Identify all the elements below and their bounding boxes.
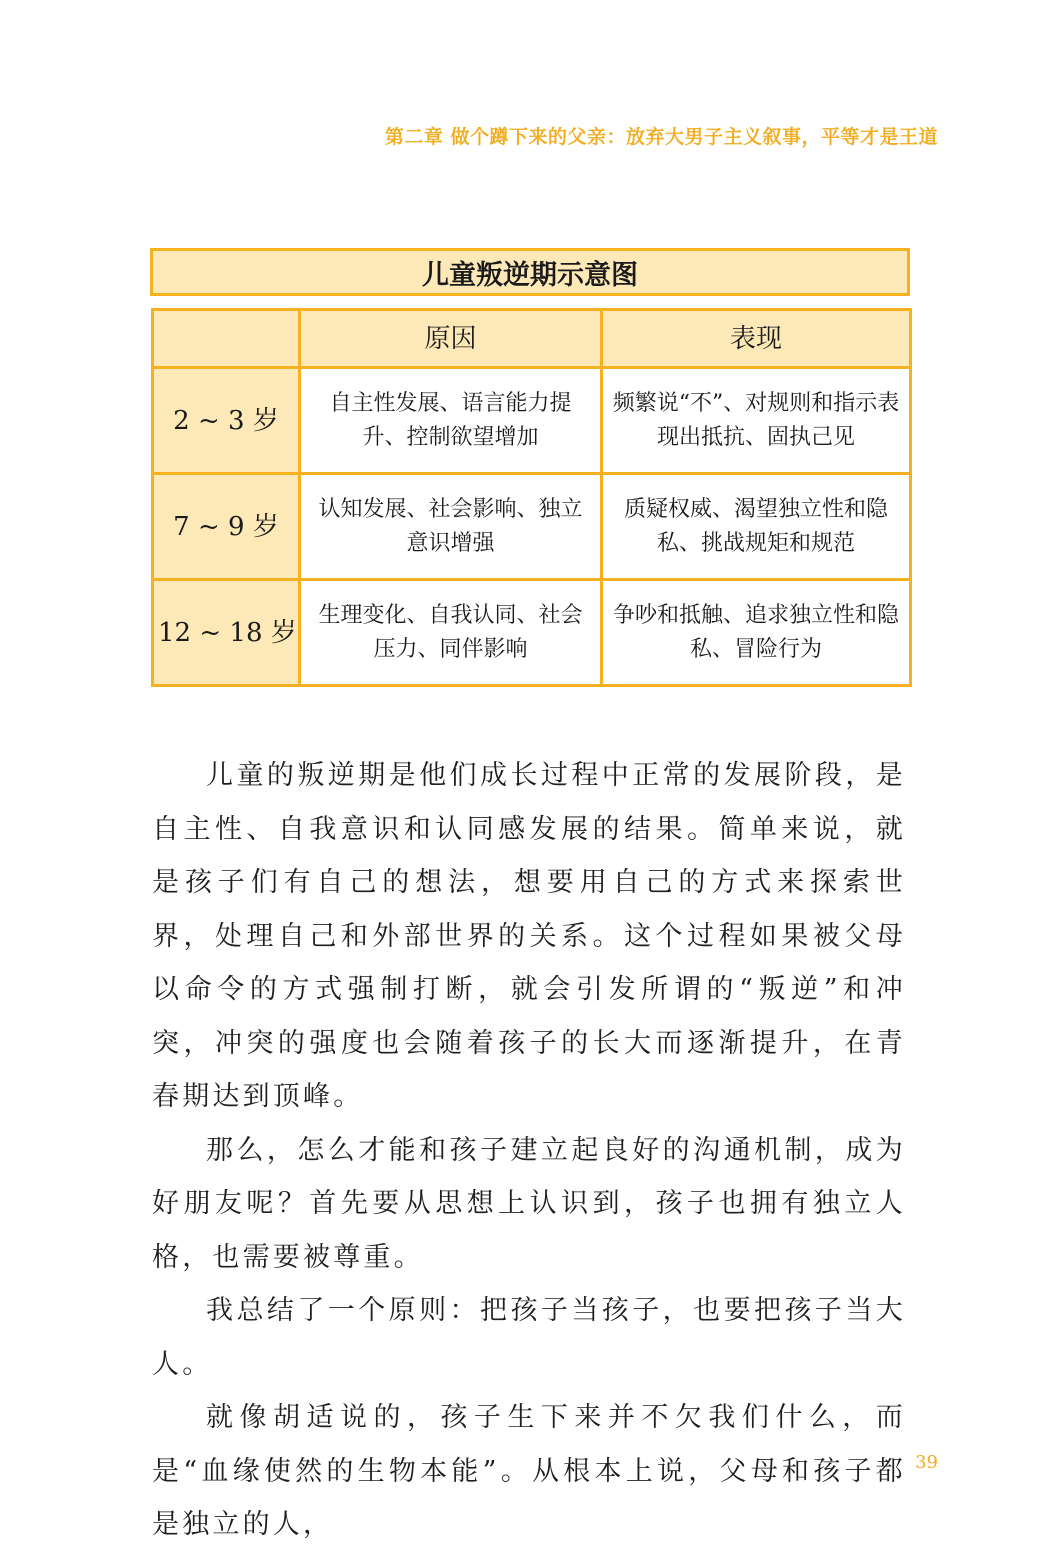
table-row <box>153 368 911 474</box>
behavior-cell: 质疑权威、渴望独立性和隐私、挑战规矩和规范 <box>602 474 911 580</box>
cause-cell: 生理变化、自我认同、社会压力、同伴影响 <box>300 580 602 686</box>
paragraph: 就像胡适说的，孩子生下来并不欠我们什么，而是“血缘使然的生物本能”。从根本上说，父母和孩子都是独立的人， <box>152 1402 906 1540</box>
column-header-age <box>153 310 300 368</box>
cause-cell: 自主性发展、语言能力提升、控制欲望增加 <box>300 368 602 474</box>
table-row <box>153 474 911 580</box>
table-title: 儿童叛逆期示意图 <box>150 248 910 296</box>
age-cell: 12 ~ 18 岁 <box>153 580 300 686</box>
body-text <box>152 749 906 1552</box>
column-header-cause: 原因 <box>300 310 602 368</box>
behavior-cell: 频繁说“不”、对规则和指示表现出抵抗、固执己见 <box>602 368 911 474</box>
cause-cell: 认知发展、社会影响、独立意识增强 <box>300 474 602 580</box>
paragraph: 我总结了一个原则：把孩子当孩子，也要把孩子当大人。 <box>152 1295 906 1380</box>
behavior-cell: 争吵和抵触、追求独立性和隐私、冒险行为 <box>602 580 911 686</box>
page-number: 39 <box>915 1452 938 1473</box>
column-header-behavior: 表现 <box>602 310 911 368</box>
table-row <box>153 580 911 686</box>
rebellion-table <box>151 308 912 687</box>
age-cell: 2 ~ 3 岁 <box>153 368 300 474</box>
age-cell: 7 ~ 9 岁 <box>153 474 300 580</box>
paragraph: 儿童的叛逆期是他们成长过程中正常的发展阶段，是自主性、自我意识和认同感发展的结果。简单来说，就是孩子们有自己的想法，想要用自己的方式来探索世界，处理自己和外部世界的关系。这个过程如果被父母以命令的方式强制打断，就会引发所谓的“叛逆”和冲突，冲突的强度也会随着孩子的长大而逐渐提升，在青春期达到顶峰。 <box>152 760 906 1112</box>
running-head: 第二章 做个蹲下来的父亲：放弃大男子主义叙事，平等才是王道 <box>384 126 938 148</box>
table-header-row <box>153 310 911 368</box>
paragraph: 那么，怎么才能和孩子建立起良好的沟通机制，成为好朋友呢？首先要从思想上认识到，孩子也拥有独立人格，也需要被尊重。 <box>152 1134 906 1273</box>
